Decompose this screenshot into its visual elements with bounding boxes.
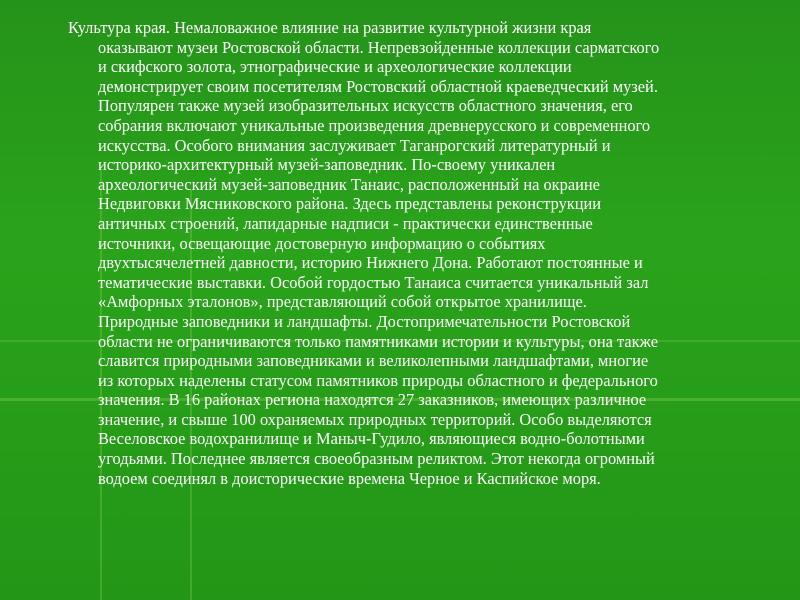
text-line: значение, и свыше 100 охраняемых природных территорий. Особо выделяются — [98, 409, 652, 429]
text-line: Популярен также музей изобразительных искусств областного значения, его — [98, 96, 633, 116]
text-line: искусства. Особого внимания заслуживает Таганрогский литературный и — [98, 135, 611, 155]
text-line: Веселовское водохранилище и Маныч-Гудило, являющиеся водно-болотными — [98, 429, 645, 449]
text-line: двухтысячелетней давности, историю Нижнего Дона. Работают постоянные и — [98, 253, 643, 273]
text-line: и скифского золота, этнографические и археологические коллекции — [98, 57, 572, 77]
text-line: тематические выставки. Особой гордостью Танаиса считается уникальный зал — [98, 272, 649, 292]
text-line: значения. В 16 районах региона находятся 27 заказников, имеющих различное — [98, 390, 647, 410]
text-line: собрания включают уникальные произведения древнерусского и современного — [98, 115, 651, 135]
text-line: Природные заповедники и ландшафты. Достопримечательности Ростовской — [98, 311, 631, 331]
text-line: оказывают музеи Ростовской области. Непревзойденные коллекции сарматского — [98, 37, 660, 57]
text-line: водоем соединял в доисторические времена Черное и Каспийское моря. — [98, 468, 601, 488]
text-line: Недвиговки Мясниковского района. Здесь представлены реконструкции — [98, 194, 602, 214]
text-line: славится природными заповедниками и великолепными ландшафтами, многие — [98, 351, 649, 371]
text-line: Культура края. Немаловажное влияние на развитие культурной жизни края — [68, 18, 592, 37]
text-line: области не ограничиваются только памятниками истории и культуры, она также — [98, 331, 658, 351]
text-line: античных строений, лапидарные надписи - практически единственные — [98, 213, 593, 233]
text-line: демонстрирует своим посетителям Ростовский областной краеведческий музей. — [98, 76, 658, 96]
text-line: источники, освещающие достоверную информацию о событиях — [98, 233, 546, 253]
slide-body-text — [56, 18, 776, 488]
text-line: «Амфорных эталонов», представляющий собой открытое хранилище. — [98, 292, 587, 312]
text-line: археологический музей-заповедник Танаис, расположенный на окраине — [98, 174, 600, 194]
text-line: из которых наделены статусом памятников природы областного и федерального — [98, 370, 658, 390]
text-line: историко-архитектурный музей-заповедник. По-своему уникален — [98, 155, 556, 175]
text-line: угодьями. Последнее является своеобразным реликтом. Этот некогда огромный — [98, 449, 655, 469]
